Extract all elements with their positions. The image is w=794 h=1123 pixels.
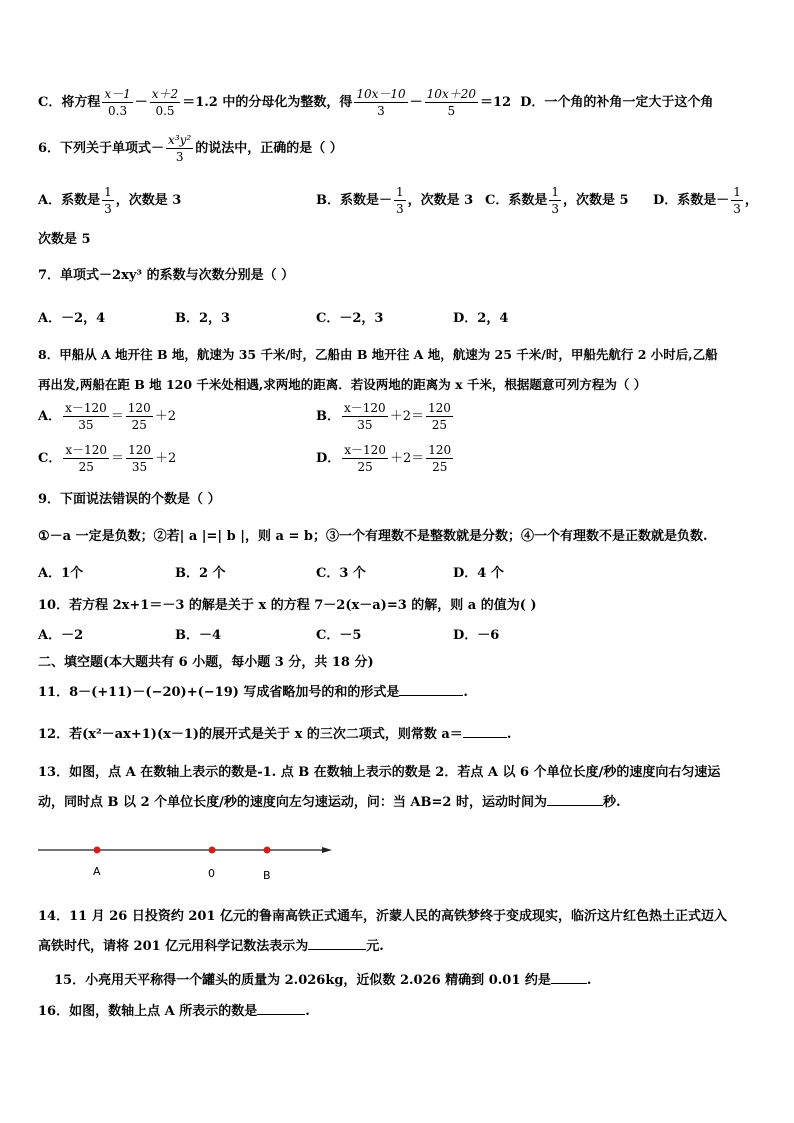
q7-option-d: D．2，4: [453, 311, 509, 326]
q14-line2-text: 高铁时代，请将 201 亿元用科学记数法表示为: [38, 939, 309, 954]
q8-option-a: A． $\frac{x-120}{35}$ ＝ $\frac{120}{25}$ ＋2: [38, 401, 176, 432]
q5-option-d: D．一个角的补角一定大于这个角: [520, 95, 714, 110]
q6-option-a: A．系数是 $\frac{1}{3}$ ，次数是 3: [38, 185, 182, 216]
q10-stem: 10．若方程 2x+1＝－3 的解是关于 x 的方程 7－2(x－a)=3 的解，则 a 的值为( ): [38, 598, 537, 613]
minus-sign: －: [134, 95, 148, 110]
q9-option-b: B．2 个: [175, 566, 226, 581]
q8-line1: 8．甲船从 A 地开往 B 地，航速为 35 千米/时，乙船由 B 地开往 A 地，航速为 25 千米/时，甲船先航行 2 小时后,乙船: [38, 347, 718, 362]
q5c-mid: ＝1.2 中的分母化为整数，得: [182, 95, 353, 110]
q6-stem-a: 6．下列关于单项式－: [38, 141, 165, 156]
point-b: [264, 847, 271, 854]
point-a: [94, 847, 101, 854]
q8-option-c: C． $\frac{x-120}{25}$ ＝ $\frac{120}{35}$ ＋2: [38, 443, 177, 474]
q12-end: .: [506, 727, 512, 742]
label-o: 0: [208, 867, 215, 880]
q9-body: ①－a 一定是负数；②若| a |=| b |，则 a = b；③一个有理数不是整数就是分数；④一个有理数不是正数就是负数.: [38, 529, 708, 544]
q6-stem-b: 的说法中，正确的是（ ）: [195, 141, 343, 156]
q13-line2: [38, 791, 620, 810]
minus-sign: －: [409, 95, 423, 110]
q16-end: .: [305, 1004, 310, 1019]
q15: [54, 969, 591, 988]
q11-end: .: [463, 685, 468, 700]
q12: [38, 723, 511, 742]
q7-option-c: C．－2，3: [316, 311, 384, 326]
q8-line2: 再出发,两船在距 B 地 120 千米处相遇,求两地的距离．若设两地的距离为 x 千米，根据题意可列方程为（ ）: [38, 377, 647, 392]
q11-stem: 11．8－(+11)－(−20)+(−19) 写成省略加号的和的形式是: [38, 685, 400, 700]
q10-option-a: A．－2: [38, 628, 84, 643]
label-a: A: [93, 865, 101, 878]
q6-option-d: D．系数是－ $\frac{1}{3}$ ，: [653, 185, 758, 216]
q9-option-d: D．4 个: [453, 566, 504, 581]
q7-option-b: B．2，3: [175, 311, 231, 326]
fraction: $\frac{x+2}{0.5}$: [151, 87, 179, 118]
answer-blank[interactable]: [547, 793, 603, 806]
q8-option-d: D． $\frac{x-120}{25}$ ＋2＝ $\frac{120}{25}$: [316, 443, 452, 474]
answer-blank[interactable]: [463, 725, 507, 738]
section-heading: 二、填空题(本大题共有 6 小题，每小题 3 分，共 18 分): [38, 655, 374, 670]
q16: [38, 1000, 310, 1019]
q5c-label: C．将方程: [38, 95, 101, 110]
q14-end: 元.: [366, 939, 384, 954]
answer-blank[interactable]: [308, 937, 366, 950]
q5-option-c-line: [38, 86, 713, 119]
q6-option-c: C．系数是 $\frac{1}{3}$ ，次数是 5: [485, 185, 629, 216]
q13-line2-text: 动，同时点 B 以 2 个单位长度/秒的速度向左匀速运动，问：当 AB=2 时，运动时间为: [38, 795, 547, 810]
q13-end: 秒.: [602, 795, 621, 810]
q10-option-d: D．－6: [453, 628, 500, 643]
q13-line1: 13．如图，点 A 在数轴上表示的数是-1. 点 B 在数轴上表示的数是 2．若点 A 以 6 个单位长度/秒的速度向右匀速运: [38, 765, 721, 780]
answer-blank[interactable]: [551, 971, 587, 984]
q7-option-a: A．－2，4: [38, 311, 106, 326]
number-line-figure: [36, 836, 336, 886]
label-b: B: [263, 869, 271, 882]
q6-option-b: B．系数是－ $\frac{1}{3}$ ，次数是 3: [316, 185, 474, 216]
answer-blank[interactable]: [399, 683, 463, 696]
q12-stem: 12．若(x²－ax+1)(x－1)的展开式是关于 x 的三次二项式，则常数 a＝: [38, 727, 463, 742]
fraction: $\frac{x-1}{0.3}$: [104, 87, 131, 118]
q10-option-b: B．－4: [175, 628, 222, 643]
q9-option-c: C．3 个: [316, 566, 366, 581]
answer-blank[interactable]: [257, 1002, 305, 1015]
q8-option-b: B． $\frac{x-120}{35}$ ＋2＝ $\frac{120}{25}$: [316, 401, 451, 432]
point-o: [209, 847, 216, 854]
q14-line1: 14．11 月 26 日投资约 201 亿元的鲁南高铁正式通车，沂蒙人民的高铁梦终于变成现实，临沂这片红色热土正式迈入: [38, 909, 728, 924]
q6-stem: [38, 132, 343, 165]
q6-option-d-wrap: 次数是 5: [38, 232, 91, 247]
fraction: $\frac{10x-10}{3}$: [356, 87, 406, 118]
q15-stem: 15．小亮用天平称得一个罐头的质量为 2.026kg，近似数 2.026 精确到 0.01 约是: [54, 973, 551, 988]
q5c-end: ＝12: [479, 95, 512, 110]
q14-line2: [38, 935, 384, 954]
q11: [38, 681, 468, 700]
q10-option-c: C．－5: [316, 628, 362, 643]
q7-stem: 7．单项式－2xy³ 的系数与次数分别是（ ）: [38, 268, 295, 283]
q9-option-a: A．1个: [38, 566, 84, 581]
q9-stem: 9．下面说法错误的个数是（ ）: [38, 492, 221, 507]
q16-stem: 16．如图，数轴上点 A 所表示的数是: [38, 1004, 258, 1019]
arrow-right-icon: [322, 847, 332, 853]
fraction: $\frac{\text{x³y²}}{3}$: [168, 133, 192, 164]
fraction: $\frac{10x+20}{5}$: [426, 87, 476, 118]
q15-end: .: [586, 973, 592, 988]
